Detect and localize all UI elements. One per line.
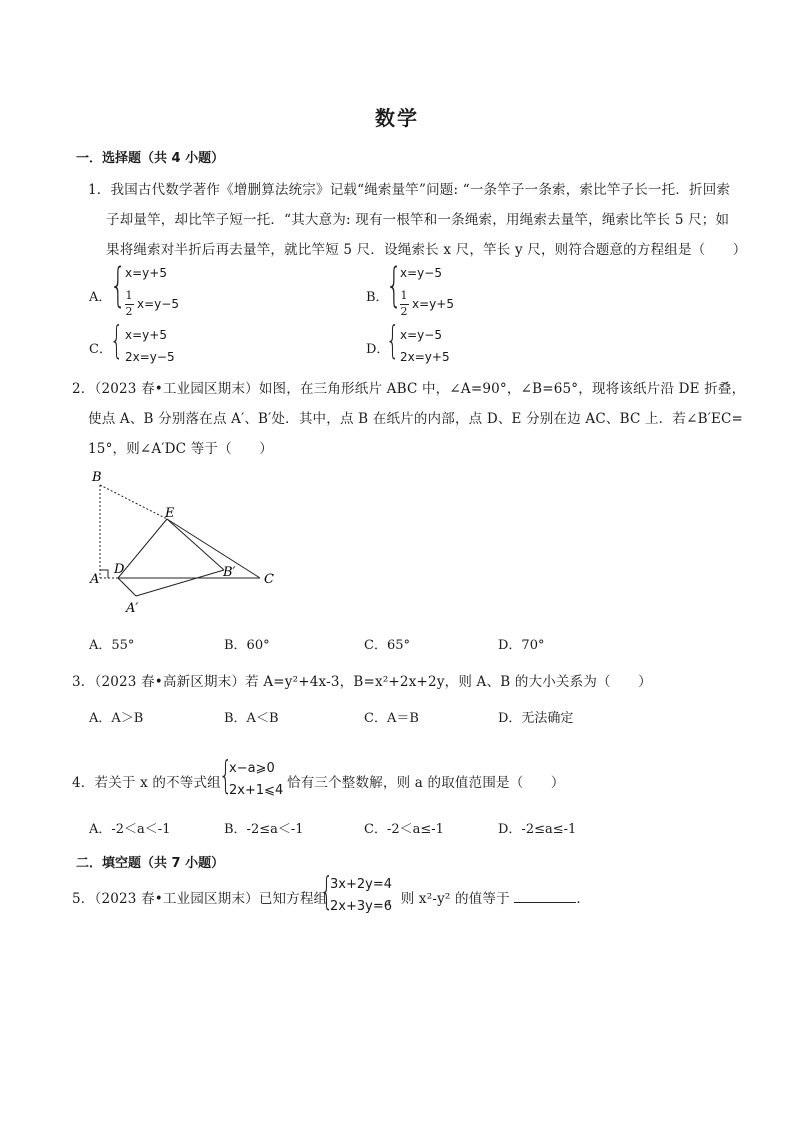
q5-stem-end — [387, 887, 590, 907]
q3-option-d[interactable]: D．无法确定 — [498, 711, 574, 726]
q1-option-c-label[interactable]: C． — [89, 342, 112, 357]
q3-line-1: 3．（2023 春•高新区期末）若 A=y²+4x-3，B=x²+2x+2y，则 A、B 的大小关系为（ ） — [72, 674, 652, 690]
q5-end-mark: ． — [576, 891, 591, 907]
q4-option-c[interactable]: C．-2＜a≤-1 — [364, 822, 444, 837]
q2-option-a[interactable]: A．55° — [89, 638, 135, 653]
q1-option-c-eq2: 2x=y−5 — [125, 350, 175, 364]
q4-option-a[interactable]: A．-2＜a＜-1 — [89, 822, 171, 837]
brace-icon: { — [386, 318, 400, 362]
q1-option-a-numerator: 1 — [125, 289, 133, 302]
label-a: A — [90, 572, 100, 587]
q5-stem-text: ，则 x²-y² 的值等于 — [387, 891, 510, 907]
brace-icon: { — [110, 318, 124, 362]
brace-icon: { — [219, 753, 233, 797]
brace-icon: { — [320, 869, 334, 913]
q1-option-d-eq2: 2x=y+5 — [400, 350, 450, 364]
q1-option-a-eq2: x=y−5 — [137, 297, 179, 311]
q4-option-b[interactable]: B．-2≤a＜-1 — [224, 822, 304, 837]
q4-ineq-2: 2x+1⩽4 — [229, 783, 284, 798]
q1-line-3: 果将绳索对半折后再去量竿，就比竿短 5 尺．设绳索长 x 尺，竿长 y 尺，则符合题意的方程组是（ ） — [106, 242, 747, 258]
edge-da-prime — [118, 578, 136, 596]
q2-line-2: 使点 A、B 分别落在点 A′、B′处．其中，点 B 在纸片的内部，点 D、E 分别在边 AC、BC 上．若∠B′EC= — [88, 411, 744, 427]
q2-line-1: 2．（2023 春•工业园区期末）如图，在三角形纸片 ABC 中，∠A=90°，∠B=65°，现将该纸片沿 DE 折叠， — [72, 381, 746, 397]
q1-option-a-label[interactable]: A． — [89, 290, 112, 305]
label-a-prime: A′ — [126, 601, 139, 616]
section-heading-fill: 二．填空题（共 7 小题） — [76, 856, 225, 871]
label-c: C — [264, 572, 274, 587]
q5-stem-start: 5．（2023 春•工业园区期末）已知方程组 — [72, 891, 328, 907]
q4-ineq-1: x−a⩾0 — [229, 761, 275, 776]
q2-option-d[interactable]: D．70° — [498, 638, 545, 653]
triangle-fold-figure — [80, 465, 280, 620]
q1-line-1: 1．我国古代数学著作《增删算法统宗》记载“绳索量竿”问题: “一条竿子一条索，索比竿子长一托．折回索 — [88, 182, 731, 198]
q5-eq-1: 3x+2y=4 — [330, 877, 392, 892]
brace-icon: { — [386, 258, 403, 312]
q3-option-b[interactable]: B．A＜B — [224, 711, 279, 726]
page-title: 数学 — [375, 106, 419, 130]
q1-option-a-eq1: x=y+5 — [125, 266, 167, 280]
right-angle-mark — [100, 570, 108, 578]
q1-option-b-label[interactable]: B． — [366, 290, 389, 305]
section-heading-choice: 一．选择题（共 4 小题） — [76, 151, 225, 166]
q4-stem-end: 恰有三个整数解，则 a 的取值范围是（ ） — [287, 775, 565, 791]
label-d: D — [114, 562, 125, 577]
dotted-edge-be — [100, 485, 167, 519]
q1-option-d-label[interactable]: D． — [366, 342, 390, 357]
q2-option-b[interactable]: B．60° — [224, 638, 270, 653]
q1-option-b-numerator: 1 — [400, 289, 408, 302]
q5-answer-blank[interactable] — [514, 890, 576, 903]
q5-eq-2: 2x+3y=6 — [330, 899, 392, 914]
edge-ec — [167, 519, 260, 578]
q1-option-a-denominator: 2 — [125, 305, 133, 318]
q2-option-c[interactable]: C．65° — [364, 638, 410, 653]
q4-option-d[interactable]: D．-2≤a≤-1 — [498, 822, 577, 837]
edge-a-prime-b-prime — [136, 570, 224, 596]
edge-de — [118, 519, 167, 578]
brace-icon: { — [110, 258, 127, 312]
q1-option-b-eq1: x=y−5 — [400, 266, 442, 280]
label-b-prime: B′ — [223, 565, 236, 580]
q1-option-d-eq1: x=y−5 — [400, 328, 442, 342]
q1-line-2: 子却量竿，却比竿子短一托．“其大意为: 现有一根竿和一条绳索，用绳索去量竿，绳索比竿长 5 尺；如 — [106, 212, 730, 228]
label-e: E — [165, 506, 175, 521]
edge-eb-prime — [167, 519, 224, 570]
q1-option-b-eq2: x=y+5 — [412, 297, 454, 311]
q3-option-c[interactable]: C．A＝B — [364, 711, 419, 726]
q4-stem-start: 4．若关于 x 的不等式组 — [72, 775, 221, 791]
q3-option-a[interactable]: A．A＞B — [89, 711, 144, 726]
q1-option-c-eq1: x=y+5 — [125, 328, 167, 342]
q2-line-3: 15°，则∠A′DC 等于（ ） — [88, 441, 273, 457]
label-b: B — [92, 470, 102, 485]
q1-option-b-denominator: 2 — [400, 305, 408, 318]
